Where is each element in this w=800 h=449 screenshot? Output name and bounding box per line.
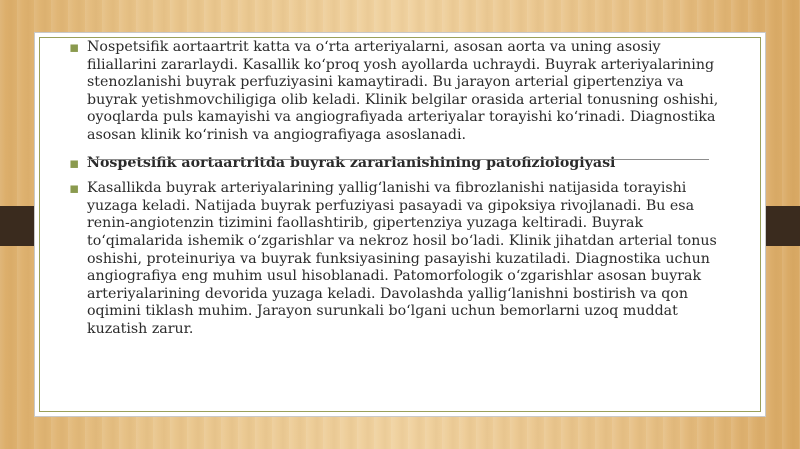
bullet-text-overview: Nospetsifik aortaartrit katta va o‘rta arteriyalarni, asosan aorta va uning asosiy filiallarini zararlaydi. Kasallik ko‘proq yosh ayollarda uchraydi. Buyrak arteriyalarining stenozlanishi buyrak perfuziyasini kamaytiradi. Bu jarayon arterial gipertenziya va buyrak yetishmovchiligiga olib keladi. Klinik belgilar orasida arterial tonusning oshishi, oyoqlarda puls kamayishi va angiografiyada arteriyalar torayishi ko‘rinadi. Diagnostika asosan klinik ko‘rinish va angiografiyaga asoslanadi. <box>87 39 719 143</box>
bullet-item-pathophysiology <box>69 180 719 338</box>
bullet-item-overview <box>69 39 719 145</box>
bullet-item-heading <box>69 155 719 173</box>
square-bullet-icon: ▪ <box>69 38 80 56</box>
square-bullet-icon: ▪ <box>69 153 80 172</box>
bullet-text-pathophysiology: Kasallikda buyrak arteriyalarining yallig‘lanishi va fibrozlanishi natijasida torayishi yuzaga keladi. Natijada buyrak perfuziyasi pasayadi va gipoksiya rivojlanadi. Bu esa renin-angiotenzin tizimini faollashtirib, gipertenziya yuzaga keltiradi. Buyrak to‘qimalarida ishemik o‘zgarishlar va nekroz hosil bo‘ladi. Klinik jihatdan arterial tonus oshishi, proteinuriya va buyrak funksiyasining pasayishi kuzatiladi. Diagnostika uchun angiografiya eng muhim usul hisoblanadi. Patomorfologik o‘zgarishlar asosan buyrak arteriyalarining devorida yuzaga keladi. Davolashda yallig‘lanishni bostirish va qon oqimini tiklash muhim. Jarayon surunkali bo‘lgani uchun bemorlarni uzoq muddat kuzatish zarur. <box>87 180 717 337</box>
slide-card <box>34 32 766 417</box>
slide-content <box>69 39 719 339</box>
text-divider-line <box>87 159 709 160</box>
square-bullet-icon: ▪ <box>69 179 80 198</box>
bullet-text-heading: Nospetsifik aortaartritda buyrak zararlanishining patofiziologiyasi <box>87 154 616 171</box>
